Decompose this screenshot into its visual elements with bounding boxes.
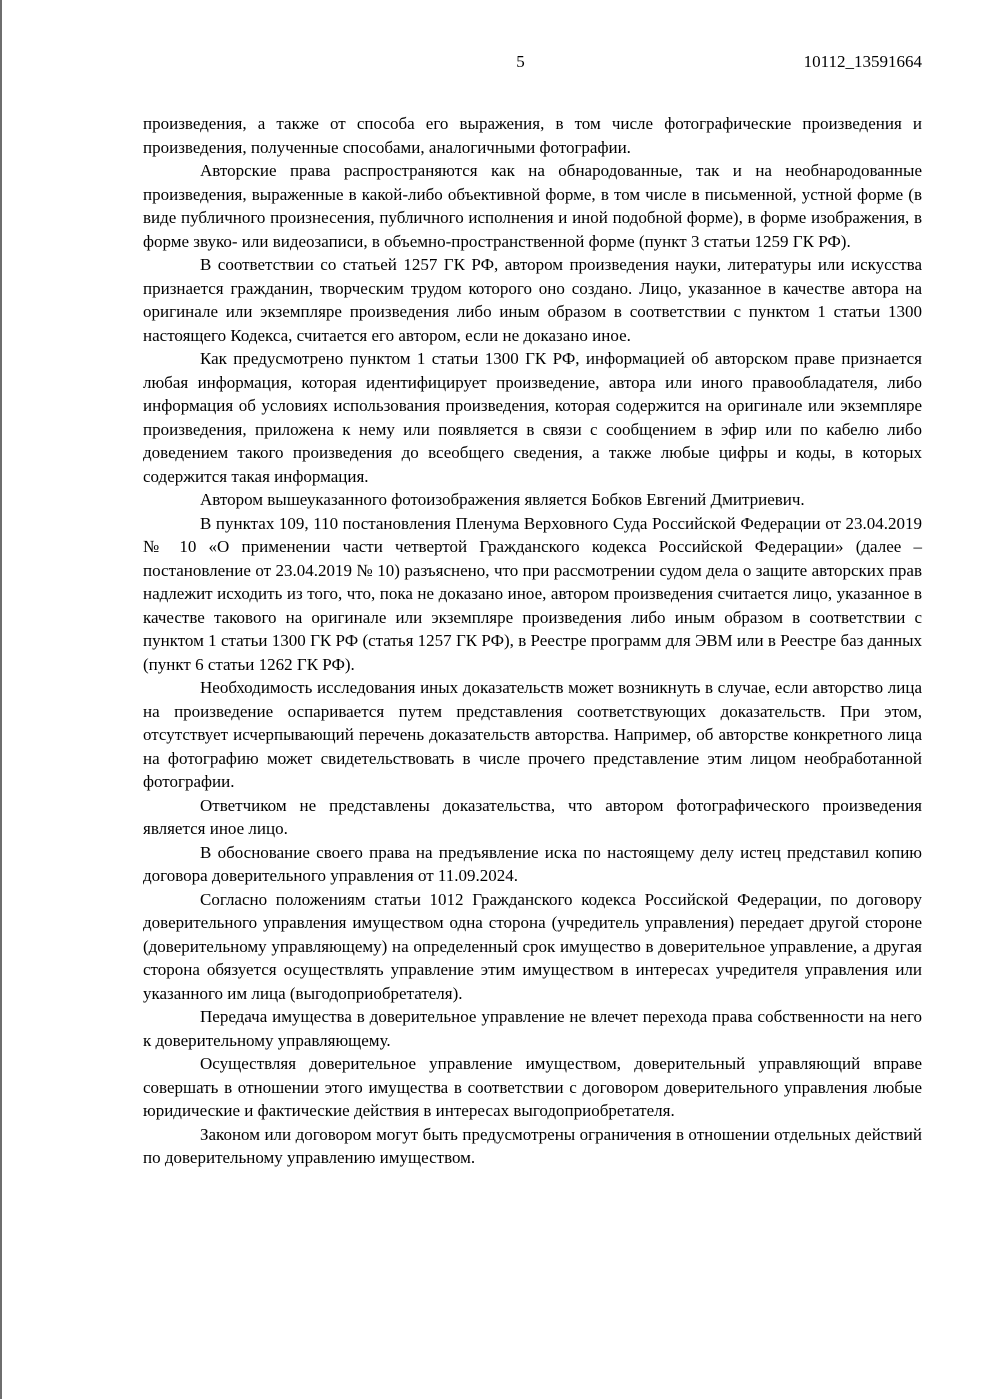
scan-edge-line: [0, 0, 2, 1399]
paragraph: В пунктах 109, 110 постановления Пленума Верховного Суда Российской Федерации от 23.04.2019 № 10 «О применении части четвертой Гражданского кодекса Российской Федерации» (далее – постановление от 23.04.2019 № 10) разъяснено, что при рассмотрении судом дела о защите авторских прав надлежит исходить из того, что, пока не доказано иное, автором произведения считается лицо, указанное в качестве такового на оригинале или экземпляре произведения либо иным образом в соответствии с пунктом 1 статьи 1300 ГК РФ (статья 1257 ГК РФ), в Реестре программ для ЭВМ или в Реестре баз данных (пункт 6 статьи 1262 ГК РФ).: [143, 513, 922, 674]
paragraph: Передача имущества в доверительное управление не влечет перехода права собственности на него к доверительному управляющему.: [143, 1007, 922, 1050]
paragraph: произведения, а также от способа его выражения, в том числе фотографические произведения и произведения, полученные способами, аналогичными фотографии.: [143, 114, 922, 157]
paragraph: В обоснование своего права на предъявление иска по настоящему делу истец представил копию договора доверительного управления от 11.09.2024.: [143, 842, 922, 885]
paragraph: Ответчиком не представлены доказательства, что автором фотографического произведения является иное лицо.: [143, 795, 922, 838]
document-id: 10112_13591664: [803, 52, 922, 71]
paragraph: В соответствии со статьей 1257 ГК РФ, автором произведения науки, литературы или искусства признается гражданин, творческим трудом которого оно создано. Лицо, указанное в качестве автора на оригинале или экземпляре произведения либо иным образом в соответствии с пунктом 1 статьи 1300 настоящего Кодекса, считается его автором, если не доказано иное.: [143, 255, 922, 345]
paragraph: Авторские права распространяются как на обнародованные, так и на необнародованные произведения, выраженные в какой-либо объективной форме, в том числе в письменной, устной форме (в виде публичного произнесения, публичного исполнения и иной подобной форме), в форме изображения, в форме звуко- или видеозаписи, в объемно-пространственной форме (пункт 3 статьи 1259 ГК РФ).: [143, 161, 922, 251]
paragraph: Как предусмотрено пунктом 1 статьи 1300 ГК РФ, информацией об авторском праве признается любая информация, которая идентифицирует произведение, автора или иного правообладателя, либо информация об условиях использования произведения, которая содержится на оригинале или экземпляре произведения, приложена к нему или появляется в связи с сообщением в эфир или по кабелю либо доведением такого произведения до всеобщего сведения, а также любые цифры и коды, в которых содержится такая информация.: [143, 349, 922, 486]
page-number: 5: [516, 52, 525, 71]
document-body: [143, 112, 922, 1170]
paragraph: Согласно положениям статьи 1012 Гражданского кодекса Российской Федерации, по договору доверительного управления имуществом одна сторона (учредитель управления) передает другой стороне (доверительному управляющему) на определенный срок имущество в доверительное управление, а другая сторона обязуется осуществлять управление этим имуществом в интересах учредителя управления или указанного им лица (выгодоприобретателя).: [143, 889, 922, 1003]
paragraph: Необходимость исследования иных доказательств может возникнуть в случае, если авторство лица на произведение оспаривается путем представления соответствующих доказательств. При этом, отсутствует исчерпывающий перечень доказательств авторства. Например, об авторстве конкретного лица на фотографию может свидетельствовать в числе прочего представление этим лицом необработанной фотографии.: [143, 678, 922, 791]
page-header: [143, 50, 922, 74]
paragraph: Автором вышеуказанного фотоизображения является Бобков Евгений Дмитриевич.: [200, 490, 805, 509]
paragraph: Осуществляя доверительное управление имуществом, доверительный управляющий вправе совершать в отношении этого имущества в соответствии с договором доверительного управления любые юридические и фактические действия в интересах выгодоприобретателя.: [143, 1054, 922, 1120]
paragraph: Законом или договором могут быть предусмотрены ограничения в отношении отдельных действий по доверительному управлению имуществом.: [143, 1124, 922, 1167]
